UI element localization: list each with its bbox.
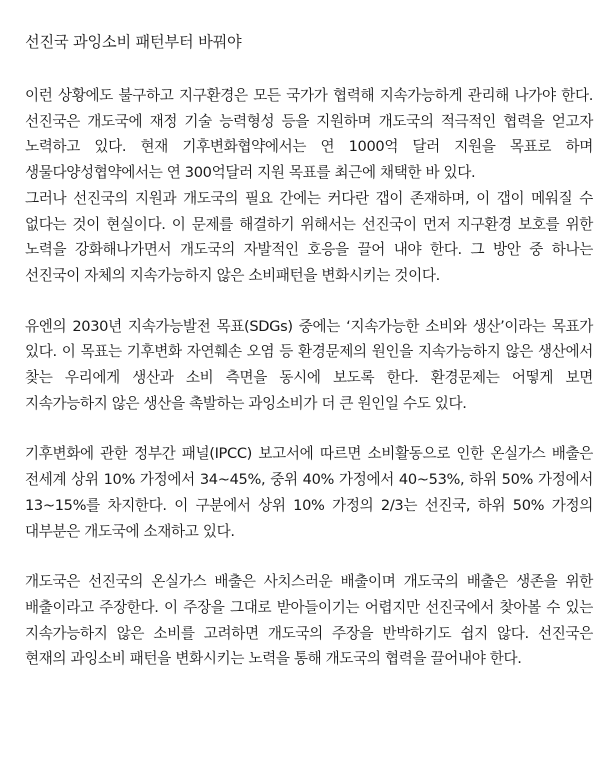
article-body [25, 30, 593, 672]
paragraph-support-overview: 이런 상황에도 불구하고 지구환경은 모든 국가가 협력해 지속가능하게 관리해 나가야 한다. 선진국은 개도국에 재정 기술 능력형성 등을 지원하며 개도국의 적극적인 협력을 얻고자 노력하고 있다. 현재 기후변화협약에서는 연 1000억 달러 지원을 목표로 하며 생물다양성협약에서는 연 300억달러 지원 목표를 최근에 채택한 바 있다. [25, 87, 593, 182]
paragraph-support-gap: 그러나 선진국의 지원과 개도국의 필요 간에는 커다란 갭이 존재하며, 이 갭이 메워질 수 없다는 것이 현실이다. 이 문제를 해결하기 위해서는 선진국이 먼저 지구환경 보호를 위한 노력을 강화해나가면서 개도국의 자발적인 호응을 끌어 내야 한다. 그 방안 중 하나는 선진국이 자체의 지속가능하지 않은 소비패턴을 변화시키는 것이다. [25, 189, 593, 284]
paragraph-developing-countries: 개도국은 선진국의 온실가스 배출은 사치스러운 배출이며 개도국의 배출은 생존을 위한 배출이라고 주장한다. 이 주장을 그대로 받아들이기는 어렵지만 선진국에서 찾아볼 수 있는 지속가능하지 않은 소비를 고려하면 개도국의 주장을 반박하기도 쉽지 않다. 선진국은 현재의 과잉소비 패턴을 변화시키는 노력을 통해 개도국의 협력을 끌어내야 한다. [25, 573, 593, 668]
paragraph-ipcc: 기후변화에 관한 정부간 패널(IPCC) 보고서에 따르면 소비활동으로 인한 온실가스 배출은 전세계 상위 10% 가정에서 34~45%, 중위 40% 가정에서 40~53%, 하위 50% 가정에서 13~15%를 차지한다. 이 구분에서 상위 10% 가정의 2/3는 선진국, 하위 50% 가정의 대부분은 개도국에 소재하고 있다. [25, 445, 593, 540]
article-title: 선진국 과잉소비 패턴부터 바꿔야 [25, 33, 242, 51]
paragraph-sdgs: 유엔의 2030년 지속가능발전 목표(SDGs) 중에는 ‘지속가능한 소비와 생산’이라는 목표가 있다. 이 목표는 기후변화 자연훼손 오염 등 환경문제의 원인을 지속가능하지 않은 생산에서 찾는 우리에게 생산과 소비 측면을 동시에 보도록 한다. 환경문제는 어떻게 보면 지속가능하지 않은 생산을 촉발하는 과잉소비가 더 큰 원인일 수도 있다. [25, 317, 593, 412]
